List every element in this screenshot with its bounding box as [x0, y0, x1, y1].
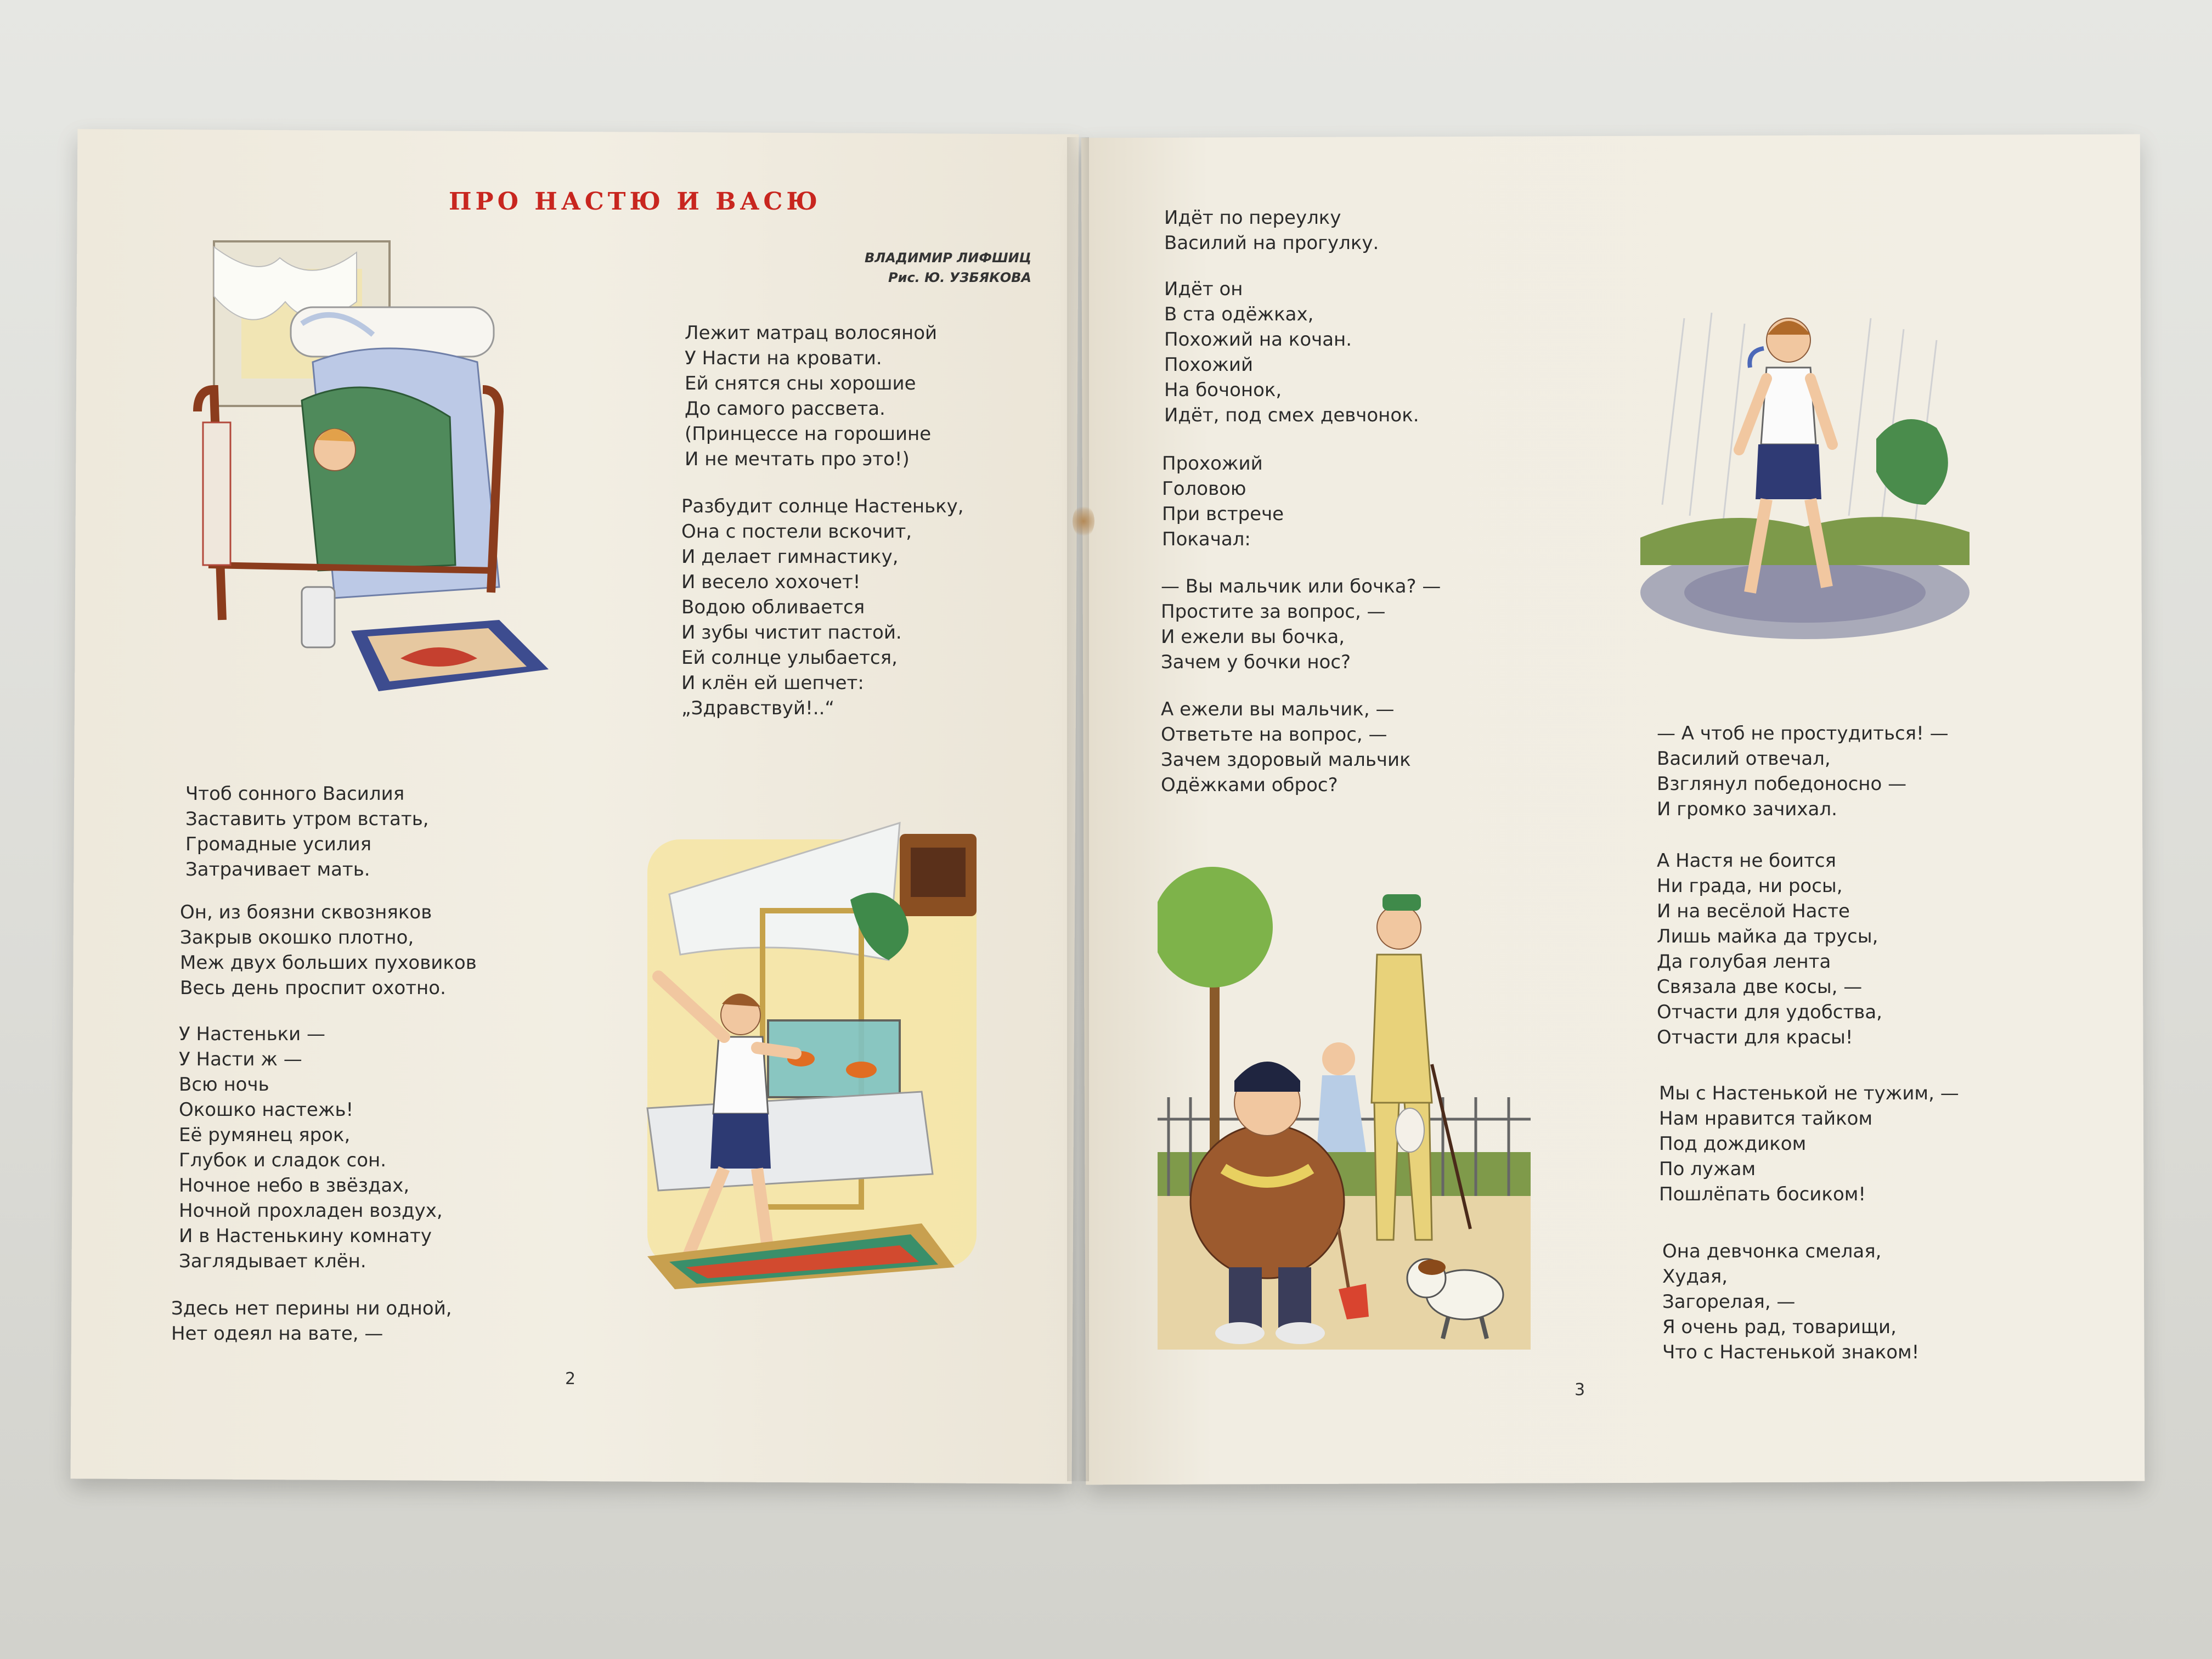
left-stanza-6: Здесь нет перины ни одной, Нет одеял на вате, —: [171, 1297, 452, 1345]
right-stanza-8: Мы с Настенькой не тужим, — Нам нравится тайком Под дождиком По лужам Пошлёпать босиком!: [1659, 1082, 1959, 1205]
illustration-boy-window: [614, 795, 1009, 1289]
right-stanza-2: Идёт он В ста одёжках, Похожий на кочан. Похожий На бочонок, Идёт, под смех девчонок.: [1164, 278, 1419, 426]
page-number-right: 3: [1575, 1380, 1585, 1400]
book-gutter: [1067, 137, 1089, 1481]
left-stanza-2: Разбудит солнце Настеньку, Она с постели вскочит, И делает гимнастику, И весело хохочет! Водою обливается И зубы чистит пастой. Ей солнце улыбается, И клён ей шепчет: „Здравствуй!..“: [681, 495, 964, 719]
right-stanza-6: — А чтоб не простудиться! — Василий отвечал, Взглянул победоносно — И громко зачихал.: [1657, 723, 1949, 820]
right-stanza-5: А ежели вы мальчик, — Ответьте на вопрос, — Зачем здоровый мальчик Одёжками оброс?: [1161, 698, 1411, 796]
right-stanza-4: — Вы мальчик или бочка? — Простите за вопрос, — И ежели вы бочка, Зачем у бочки нос?: [1161, 575, 1441, 673]
left-stanza-4: Он, из боязни сквозняков Закрыв окошко плотно, Меж двух больших пуховиков Весь день проспит охотно.: [180, 901, 477, 999]
illustration-girl-rain: [1640, 307, 1970, 647]
poem-credits: [779, 248, 1031, 287]
right-stanza-3: Прохожий Головою При встрече Покачал:: [1162, 453, 1284, 550]
left-stanza-3: Чтоб сонного Василия Заставить утром встать, Громадные усилия Затрачивает мать.: [185, 783, 429, 881]
right-stanza-7: А Настя не боится Ни града, ни росы, И на весёлой Насте Лишь майка да трусы, Да голубая лента Связала две косы, — Отчасти для удобства, Отчасти для красы!: [1657, 850, 1882, 1048]
illustrator-name: Рис. Ю. УЗБЯКОВА: [888, 270, 1031, 285]
right-stanza-9: Она девчонка смелая, Худая, Загорелая, — Я очень рад, товарищи, Что с Настенькой знаком!: [1662, 1240, 1920, 1363]
paper-stain: [1073, 505, 1094, 538]
left-stanza-1: Лежит матрац волосяной У Насти на кровати. Ей снятся сны хорошие До самого рассвета. (Принцессе на горошине И не мечтать про это!): [685, 322, 938, 470]
illustration-girl-sleeping: [192, 236, 565, 702]
illustration-vasily-walk: [1158, 845, 1531, 1350]
author-name: ВЛАДИМИР ЛИФШИЦ: [865, 250, 1031, 266]
poem-title: ПРО НАСТЮ И ВАСЮ: [449, 188, 821, 216]
page-number-left: 2: [565, 1369, 576, 1389]
right-stanza-1: Идёт по переулку Василий на прогулку.: [1164, 207, 1379, 254]
left-stanza-5: У Настеньки — У Насти ж — Всю ночь Окошко настежь! Её румянец ярок, Глубок и сладок сон. Ночное небо в звёздах, Ночной прохладен воздух, И в Настенькину комнату Заглядывает клён.: [179, 1023, 443, 1272]
